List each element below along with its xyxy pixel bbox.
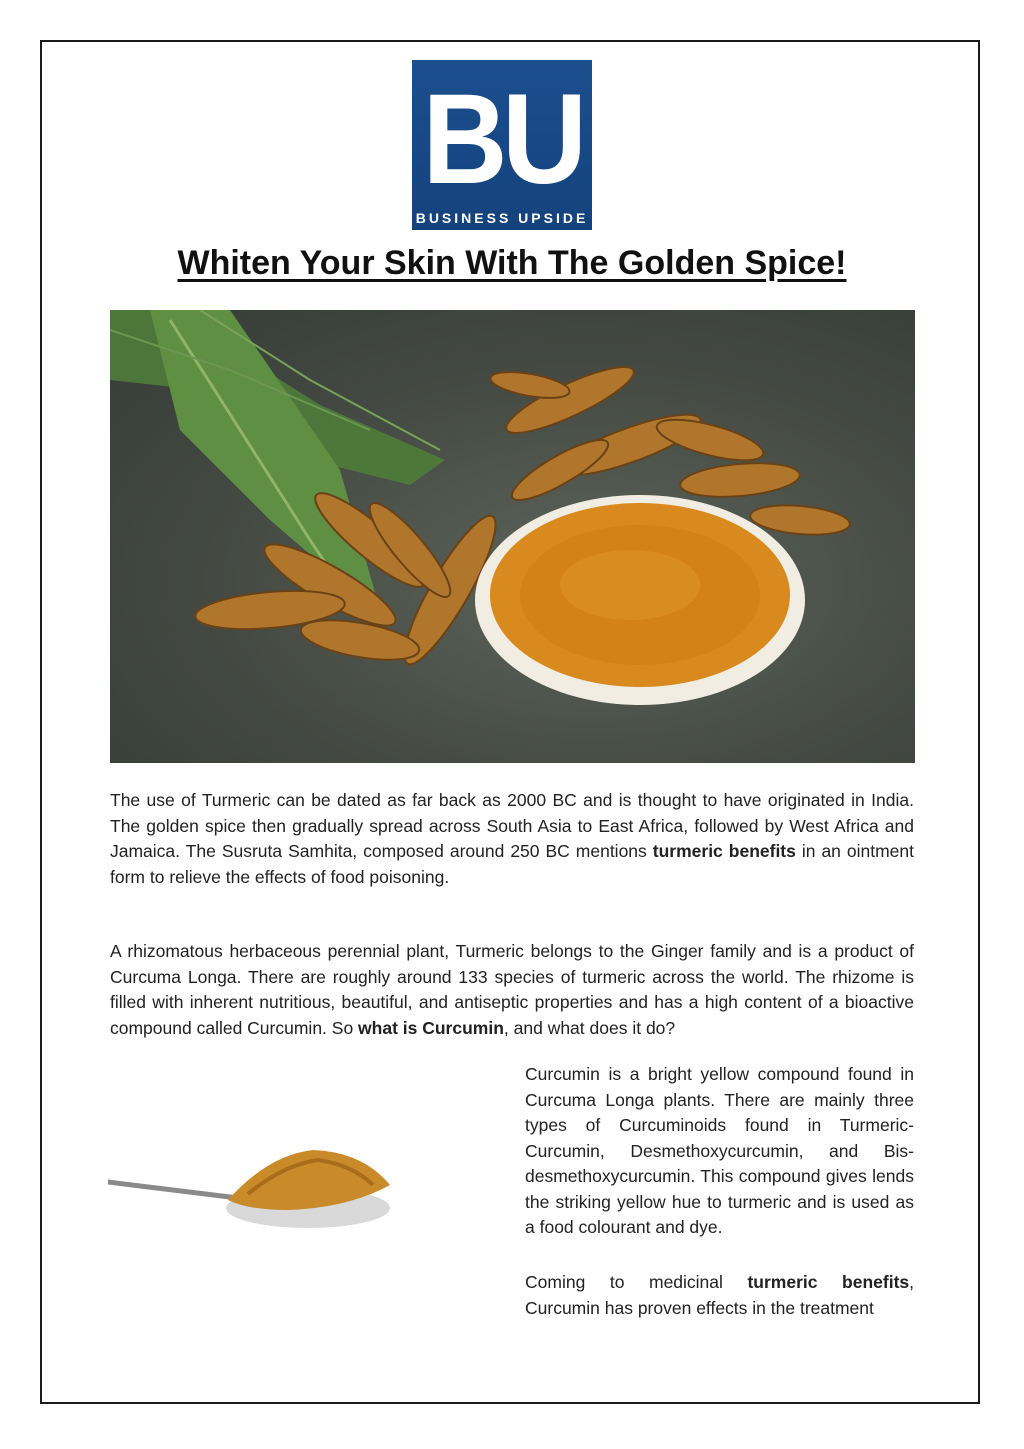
spoon-illustration xyxy=(108,1130,398,1240)
turmeric-hero-image xyxy=(110,310,915,763)
spoon-turmeric-image xyxy=(108,1130,398,1240)
logo-letters: BU xyxy=(422,68,582,211)
business-upside-logo xyxy=(412,60,592,230)
paragraph-text: in an ointment form to relieve the effects of food poisoning. xyxy=(110,841,915,887)
link-turmeric-benefits: turmeric benefits xyxy=(747,1272,910,1292)
paragraph-text: A rhizomatous herbaceous perennial plant, Turmeric belongs to the Ginger family and is a product of Curcuma Longa. There are roughly around 133 species of turmeric across the world. The rhizome is filled with inherent nutritious, beautiful, and antiseptic properties and has a high content of a bioactive compound called Curcumin. So xyxy=(110,941,914,1038)
paragraph-text: , Curcumin has proven effects in the treatment xyxy=(525,1272,915,1318)
article-title: Whiten Your Skin With The Golden Spice! xyxy=(177,244,847,282)
paragraph-text: Coming to medicinal xyxy=(525,1272,748,1292)
paragraph-curcumin: Curcumin is a bright yellow compound found in Curcuma Longa plants. There are mainly three types of Curcuminoids found in Turmeric- Curcumin, Desmethoxycurcumin, and Bis-desmethoxycurcumin. This compound gives lends the striking yellow hue to turmeric and is used as a food colourant and dye. xyxy=(525,1064,914,1237)
turmeric-illustration xyxy=(110,310,915,763)
paragraph-text: , and what does it do? xyxy=(503,1017,676,1038)
paragraph-medicinal xyxy=(525,1270,914,1321)
paragraph-plant xyxy=(110,939,914,1041)
paragraph-history xyxy=(110,788,914,890)
bold-what-is-curcumin: what is Curcumin xyxy=(358,1017,504,1038)
paragraph-text: The use of Turmeric can be dated as far back as 2000 BC and is thought to have originated in India. The golden spice then gradually spread across South Asia to East Africa, followed by West Africa and Jamaica. The Susruta Samhita, composed around 250 BC mentions xyxy=(110,790,914,861)
link-turmeric-benefits: turmeric benefits xyxy=(652,841,796,861)
logo-tagline: BUSINESS UPSIDE xyxy=(415,210,589,226)
